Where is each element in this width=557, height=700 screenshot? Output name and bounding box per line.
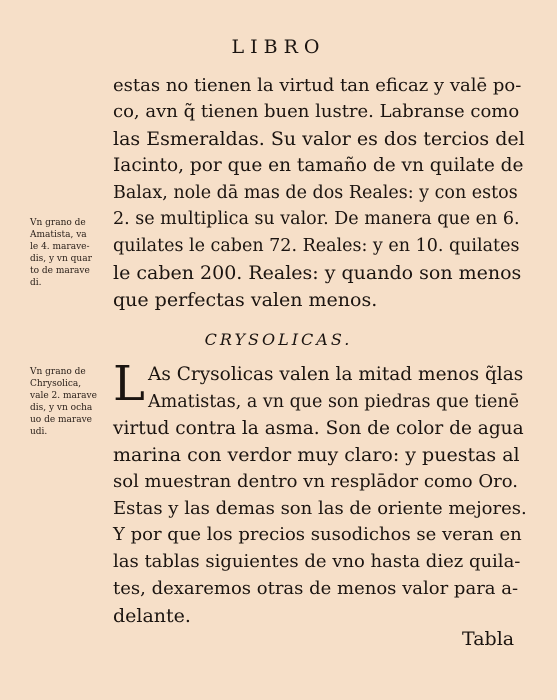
text-line: que perfectas valen menos. <box>113 289 378 311</box>
text-line: As Crysolicas valen la mitad menos q̃las <box>148 364 524 385</box>
margin-note-line: to de marave <box>30 266 90 276</box>
margin-note-line: Chrysolica, <box>30 379 82 389</box>
text-line: marina con verdor muy claro: y puestas al <box>113 444 520 466</box>
margin-note-line: dis, y vn ocha <box>30 403 93 413</box>
drop-capital: L <box>113 356 145 412</box>
margin-note-chrysolica <box>30 366 112 438</box>
text-line: sol muestran dentro vn resplādor como Oro. <box>113 471 518 492</box>
margin-note-line: Vn grano de <box>30 367 86 377</box>
text-line: co, avn q̃ tienen buen lustre. Labranse como <box>113 101 520 122</box>
text-line: tes, dexaremos otras de menos valor para a- <box>113 578 519 599</box>
margin-note-line: Vn grano de <box>30 218 86 228</box>
margin-note-line: Amatista, va <box>30 230 87 240</box>
text-line: Balax, nole dā mas de dos Reales: y con estos <box>113 183 518 203</box>
margin-note-line: udi. <box>30 427 48 437</box>
text-line: delante. <box>113 605 191 627</box>
page-header: LIBRO <box>231 36 326 58</box>
margin-note-line: di. <box>30 278 42 288</box>
text-line: Iacinto, por que en tamaño de vn quilate de <box>113 155 524 176</box>
text-line: las Esmeraldas. Su valor es dos tercios del <box>113 128 525 150</box>
text-line: Amatistas, a vn que son piedras que tienē <box>148 392 520 412</box>
text-line: estas no tienen la virtud tan eficaz y valē po- <box>113 75 522 96</box>
margin-note-line: uo de marave <box>30 415 93 425</box>
margin-note-amatista <box>30 217 112 289</box>
text-line: Y por que los precios susodichos se veran en <box>113 524 522 545</box>
text-line: las tablas siguientes de vno hasta diez quila- <box>113 551 521 572</box>
section-title: CRYSOLICAS. <box>204 330 353 349</box>
margin-note-line: dis, y vn quar <box>30 254 92 264</box>
margin-note-line: vale 2. marave <box>30 391 97 401</box>
text-line: virtud contra la asma. Son de color de agua <box>113 418 524 439</box>
text-line: 2. se multiplica su valor. De manera que en 6. <box>113 209 520 229</box>
text-line: Estas y las demas son las de oriente mejores. <box>113 498 527 519</box>
catchword: Tabla <box>462 628 515 650</box>
text-line: quilates le caben 72. Reales: y en 10. quilates <box>113 236 520 256</box>
margin-note-line: le 4. marave- <box>30 242 90 252</box>
text-line: le caben 200. Reales: y quando son menos <box>113 262 522 284</box>
